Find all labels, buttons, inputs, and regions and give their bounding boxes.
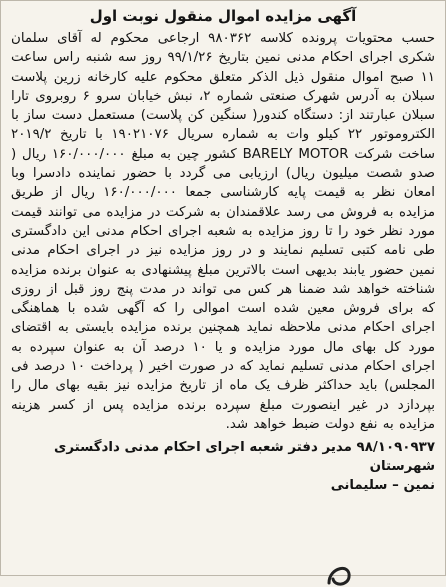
notice-footer bbox=[11, 438, 435, 495]
notice-title: آگهی مزایده اموال منقول نوبت اول bbox=[89, 7, 357, 25]
notice-footer-line1: ۹۸/۱۰۹۰۹۳۷ مدیر دفتر شعبه اجرای احکام مدنی دادگستری شهرستان bbox=[54, 440, 435, 475]
notice-body: حسب محتویات پرونده کلاسه ۹۸۰۳۶۲ ارجاعی محکوم له آقای سلمان شکری اجرای احکام مدنی نمین بتاریخ ۹۹/۱/۲۶ روز سه شنبه راس ساعت ۱۱ صبح اموال منقول ذیل الذکر متعلق محکوم علیه کارخانه زرین پلاست سبلان به آدرس شهرک صنعتی شماره ۲، نبش خیابان سرو ۶ روبروی تارا سبلان عبارتند از: دستگاه کندور( سنگین کن پلاست) مستعمل دست ساز با الکتروموتور ۲۲ کیلو وات به شماره سریال ۱۹۰۲۱۰۷۶ با تاریخ ۲۰۱۹/۲ ساخت شرکت BARELY MOTOR کشور چین به مبلغ ۱۶۰/۰۰۰/۰۰۰ ریال ( صدو شصت میلیون ریال) ارزیابی می گردد با حضور نماینده دادسرا وبا امعان نظر به قیمت پایه کارشناسی جمعا ۱۶۰/۰۰۰/۰۰۰ ریال از طریق مزایده به فروش می رسد علاقمندان به شرکت در مزایده می توانند قیمت مورد نظر خود را تا روز مزایده به شعبه اجرای احکام مدنی این دادگستری طی نامه کتبی تسلیم نمایند و در روز مزایده نیز در اجرای احکام مدنی نمین حضور یابند بدیهی است بالاترین مبلغ پیشنهادی به عنوان برنده مزایده شناخته خواهد شد ضمنا هر کس می تواند در مدت پنج روز قبل از روزی که برای فروش معین شده است اموالی را که آگهی شده با هماهنگی اجرای احکام مدنی ملاحظه نماید همچنین برنده مزایده بایستی به اقتضای مورد کل بهای مال مورد مزایده و یا ۱۰ درصد آن به عنوان سپرده به اجرای احکام مدنی تسلیم نماید که در صورت اخیر ( پرداخت ۱۰ درصد فی المجلس) باید حداکثر ظرف یک ماه از تاریخ مزایده نیز بقیه بهای مال را بپردازد در غیر اینصورت مبلغ سپرده برنده مزایده پس از کسر هزینه مزایده به نفع دولت ضبط خواهد شد. bbox=[11, 31, 435, 432]
decorative-mark-icon bbox=[323, 553, 357, 587]
notice-footer-line2: نمین – سلیمانی bbox=[330, 478, 435, 494]
